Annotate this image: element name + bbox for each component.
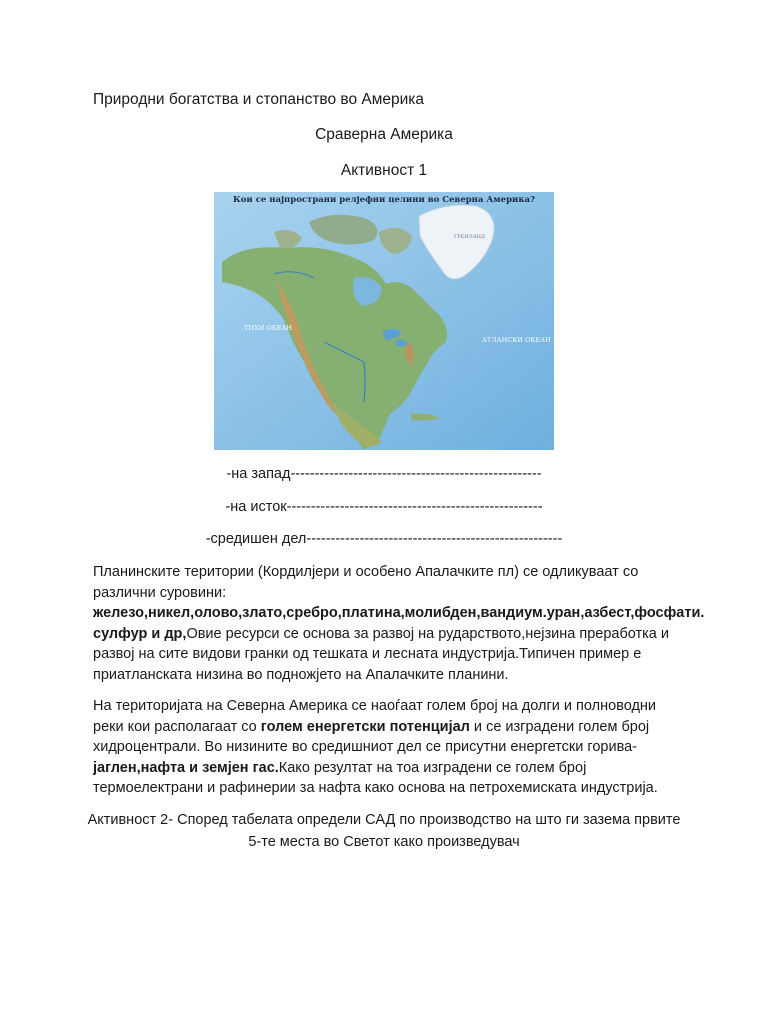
text-line: хидроцентрали. Во низините во средишниот дел се присутни енергетски горива- [93, 739, 637, 756]
page-title: Природни богатства и стопанство во Америка [93, 91, 425, 108]
minerals-list-end: сулфур и др, [93, 625, 187, 642]
text-span: Овие ресурси се основа за развој на рударството,нејзина преработка и [186, 625, 669, 642]
text-line: приатланската низина во подножјето на Апалачките планини. [93, 666, 509, 683]
text-span: и се изградени голем број [469, 718, 650, 735]
text-line [93, 603, 705, 624]
prompt-east: -на исток----------------------------------------------------- [225, 499, 543, 515]
activity-heading: Активност 1 [340, 162, 428, 179]
fuels-list: јаглен,нафта и земјен гас. [93, 759, 279, 776]
text-line: Планинските територии (Кордилјери и особено Апалачките пл) се одликуваат со [93, 564, 639, 580]
minerals-list: железо,никел,олово,злато,сребро,платина,молибден,вандиум.уран,азбест,фосфати. [93, 605, 705, 622]
text-line: различни суровини: [93, 584, 227, 601]
text-line: развој на сите видови гранки од тешката и лесната индустрија.Типичен пример е [93, 646, 642, 663]
text-line [93, 624, 683, 645]
pacific-label: ТИХИ ОКЕАН [244, 324, 293, 332]
text-line: На територијата на Северна Америка се наоѓаат голем број на долги и полноводни [93, 698, 657, 714]
text-line [93, 758, 683, 779]
north-america-map [214, 192, 554, 450]
text-span: реки кои располагаат со [93, 718, 261, 735]
section-subtitle: Сраверна Америка [315, 126, 453, 143]
paragraph-rivers [93, 696, 683, 799]
text-line: термоелектрани и рафинерии за нафта како основа на петрохемиската индустрија. [93, 780, 658, 797]
map-question: Кои се најпространи релјефни целини во Северна Америка? [233, 195, 535, 205]
activity2-line1: Активност 2- Според табелата определи САД по производство на што ги зазема првите [87, 812, 681, 828]
text-line [93, 717, 683, 738]
prompt-west: -на запад---------------------------------------------------- [226, 466, 542, 482]
atlantic-label: АТЛАНСКИ ОКЕАН [482, 336, 551, 344]
text-span: Како резултат на тоа изградени се голем број [278, 759, 587, 776]
energy-potential: голем енергетски потенцијал [260, 718, 470, 735]
prompt-central: -средишен дел----------------------------------------------------- [205, 531, 563, 547]
greenland-label: ГРЕНЛАНД [454, 234, 486, 240]
activity2-line2: 5-те места во Светот како произведувач [248, 834, 520, 850]
paragraph-mountains [93, 562, 705, 686]
